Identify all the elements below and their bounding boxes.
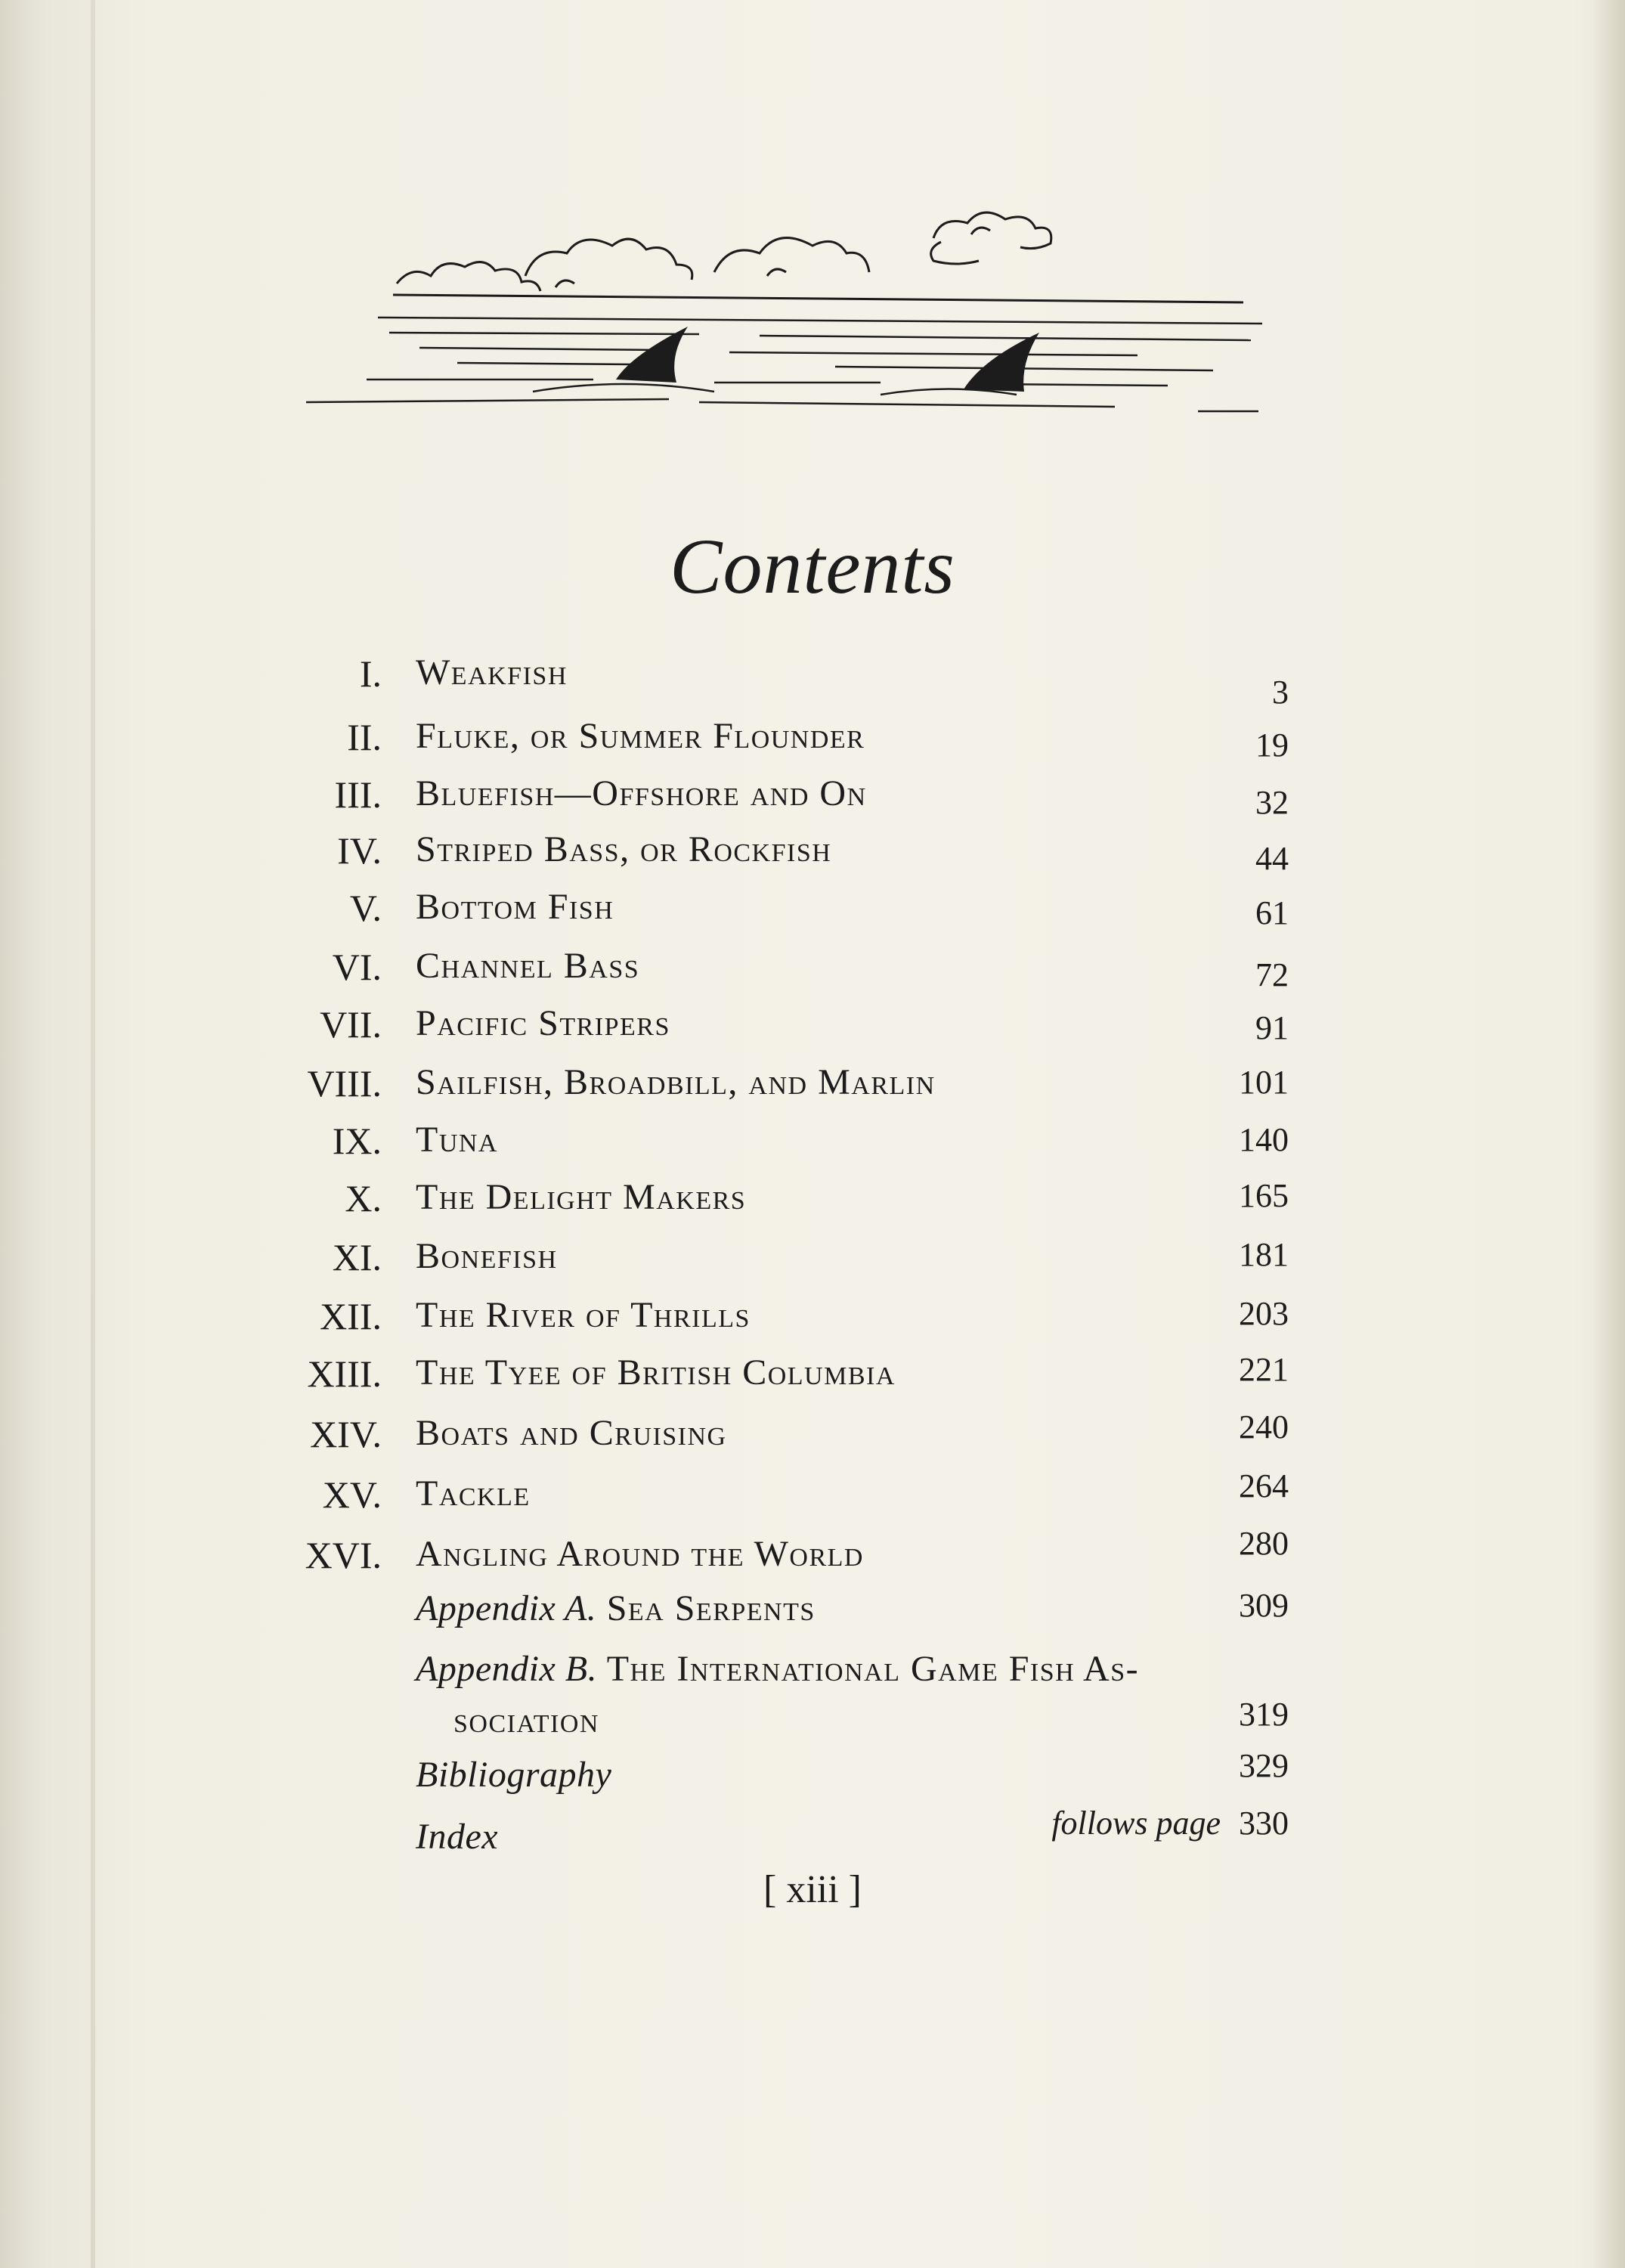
page-number: 101 [1239, 1064, 1289, 1101]
appendix-b-entry [416, 1648, 1139, 1690]
chapter-numeral: VI. [332, 946, 382, 988]
page-title: Contents [670, 523, 955, 610]
toc-row [0, 1002, 1625, 1055]
index-entry [416, 1816, 498, 1857]
page-number: 319 [1239, 1696, 1289, 1733]
appendix-b-title-line2: sociation [453, 1700, 599, 1740]
chapter-title: The Delight Makers [416, 1177, 747, 1217]
chapter-numeral: VIII. [307, 1062, 382, 1105]
toc-row-appendix-b [0, 1648, 1625, 1701]
page-number: 240 [1239, 1408, 1289, 1445]
appendix-a-label: Appendix A. [416, 1588, 597, 1628]
page-number: 3 [1272, 674, 1289, 711]
page-number: 61 [1255, 894, 1289, 931]
page-number: 32 [1255, 784, 1289, 821]
chapter-title: Channel Bass [416, 946, 640, 986]
toc-row [0, 829, 1625, 881]
chapter-numeral: X. [345, 1177, 382, 1219]
chapter-numeral: IV. [337, 829, 382, 872]
chapter-numeral: I. [359, 652, 382, 695]
toc-row [0, 1294, 1625, 1347]
chapter-numeral: V. [349, 887, 382, 929]
toc-row-appendix-b-cont [0, 1696, 1625, 1752]
bibliography-label: Bibliography [416, 1755, 612, 1795]
index-follows-note: follows page [1051, 1805, 1221, 1842]
chapter-title: Fluke, or Summer Flounder [416, 716, 865, 756]
chapter-numeral: VII. [320, 1003, 382, 1046]
chapter-numeral: XI. [332, 1236, 382, 1278]
sea-fins-illustration [306, 204, 1266, 431]
toc-row-bibliography [0, 1747, 1625, 1807]
toc-row [0, 886, 1625, 939]
toc-row [0, 1235, 1625, 1288]
page-number: 329 [1239, 1747, 1289, 1784]
chapter-numeral: III. [334, 773, 382, 816]
page-number: 181 [1239, 1236, 1289, 1273]
appendix-a-entry [416, 1588, 816, 1629]
chapter-numeral: XIV. [310, 1413, 382, 1455]
page-number: 221 [1239, 1351, 1289, 1388]
toc-row [0, 1061, 1625, 1114]
chapter-title: Tuna [416, 1120, 498, 1160]
page-number: 140 [1239, 1121, 1289, 1158]
chapter-numeral: II. [347, 716, 382, 758]
chapter-numeral: XV. [322, 1473, 382, 1516]
page-number: 330 [1239, 1805, 1289, 1842]
toc-row [0, 652, 1625, 711]
chapter-title: Weakfish [416, 652, 568, 692]
page-number: 165 [1239, 1177, 1289, 1214]
chapter-title: Pacific Stripers [416, 1003, 670, 1043]
toc-row [0, 1176, 1625, 1229]
index-label: Index [416, 1817, 499, 1857]
chapter-numeral: XIII. [307, 1352, 382, 1395]
page-number: 19 [1255, 727, 1289, 764]
toc-row [0, 1408, 1625, 1465]
index-page-ref [1051, 1804, 1289, 1842]
toc-row [0, 1119, 1625, 1172]
toc-row [0, 945, 1625, 998]
chapter-title: Angling Around the World [416, 1534, 864, 1574]
toc-row-index [0, 1805, 1625, 1869]
page-folio: [ xiii ] [763, 1868, 862, 1911]
chapter-title: Sailfish, Broadbill, and Marlin [416, 1062, 936, 1102]
page-number: 91 [1255, 1009, 1289, 1046]
chapter-title: The River of Thrills [416, 1295, 751, 1335]
toc-row [0, 715, 1625, 768]
chapter-title: Tackle [416, 1473, 531, 1514]
appendix-a-title: Sea Serpents [606, 1588, 816, 1628]
toc-row [0, 1525, 1625, 1586]
page-number: 203 [1239, 1295, 1289, 1332]
chapter-title: Boats and Cruising [416, 1413, 727, 1453]
chapter-title: Bonefish [416, 1236, 558, 1276]
bibliography-entry [416, 1754, 611, 1796]
chapter-title: Striped Bass, or Rockfish [416, 829, 832, 869]
toc-row-appendix-a [0, 1588, 1625, 1641]
chapter-title: The Tyee of British Columbia [416, 1352, 896, 1393]
chapter-numeral: IX. [332, 1120, 382, 1162]
toc-row [0, 1467, 1625, 1526]
toc-row [0, 773, 1625, 826]
chapter-title: Bottom Fish [416, 887, 614, 927]
chapter-title: Bluefish—Offshore and On [416, 773, 867, 813]
toc-row [0, 1352, 1625, 1405]
appendix-b-label: Appendix B. [416, 1649, 598, 1689]
page-number: 309 [1239, 1587, 1289, 1624]
page-number: 44 [1255, 840, 1289, 877]
page-number: 280 [1239, 1525, 1289, 1562]
chapter-numeral: XII. [320, 1295, 382, 1337]
chapter-numeral: XVI. [305, 1534, 382, 1576]
page-number: 264 [1239, 1467, 1289, 1504]
appendix-b-title-line1: The International Game Fish As- [606, 1649, 1140, 1689]
page-number: 72 [1255, 956, 1289, 993]
